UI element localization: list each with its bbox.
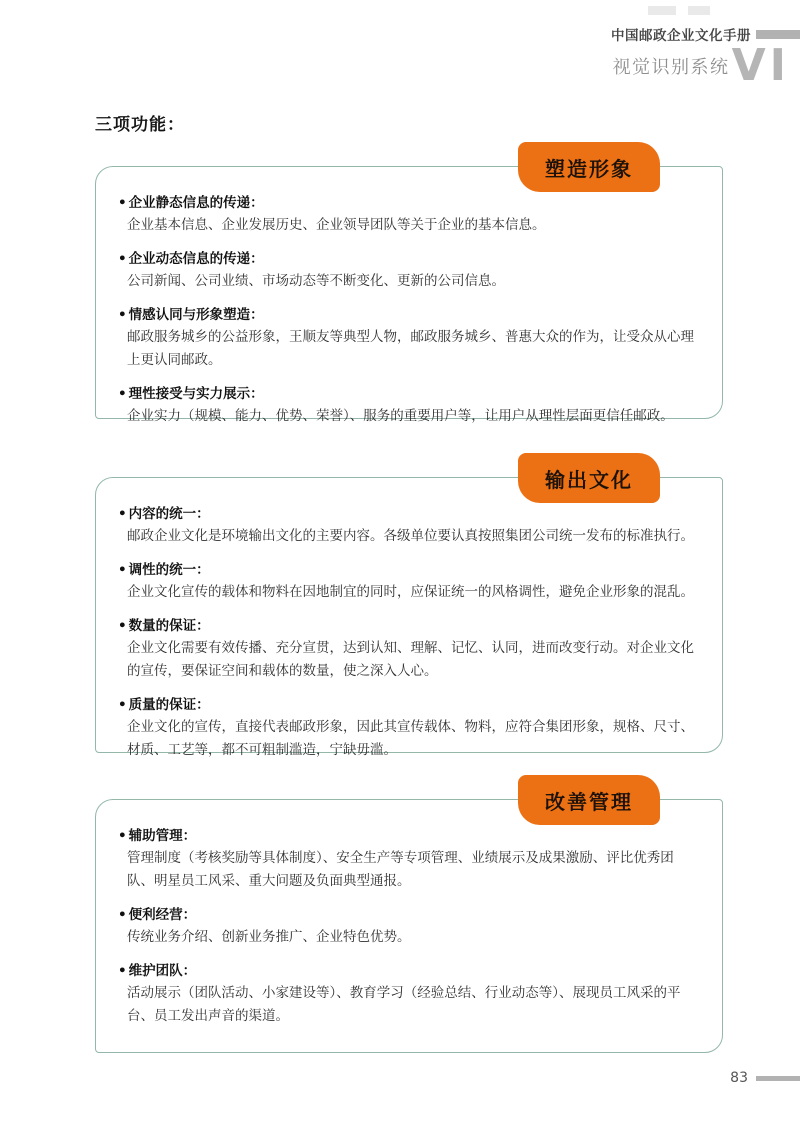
item-title [118,904,698,926]
item-title-text: 数量的保证： [128,618,210,634]
bullet-icon: • [118,562,127,578]
vi-mark: VI [731,40,790,91]
item-title-text: 质量的保证： [128,697,210,713]
page-title: 三项功能： [95,115,185,135]
item-body: 企业文化的宣传，直接代表邮政形象，因此其宣传载体、物料，应符合集团形象，规格、尺寸、材质、工艺等，都不可粗制滥造，宁缺毋滥。 [127,719,694,758]
list-item [118,825,698,893]
manual-title: 中国邮政企业文化手册 [611,28,751,44]
item-body: 企业文化宣传的载体和物料在因地制宜的同时，应保证统一的风格调性，避免企业形象的混乱。 [127,584,694,600]
item-body: 企业实力（规模、能力、优势、荣誉）、服务的重要用户等，让用户从理性层面更信任邮政。 [127,408,674,424]
item-title-text: 辅助管理： [128,828,197,844]
item-title-text: 便利经营： [128,907,197,923]
item-body: 公司新闻、公司业绩、市场动态等不断变化、更新的公司信息。 [127,273,505,289]
item-title-text: 情感认同与形象塑造： [128,307,264,323]
list-item [118,503,698,548]
item-title-text: 企业动态信息的传递： [128,251,264,267]
list-item [118,383,698,428]
bullet-icon: • [118,506,127,522]
section-output-culture [95,467,723,758]
print-artifact [648,6,676,15]
bullet-icon: • [118,307,127,323]
item-title [118,192,698,214]
vi-system-label: 视觉识别系统 [612,57,730,78]
item-title-text: 调性的统一： [128,562,210,578]
list-item [118,615,698,683]
section-improve-management [95,789,723,1053]
bullet-icon: • [118,195,127,211]
item-body: 企业基本信息、企业发展历史、企业领导团队等关于企业的基本信息。 [127,217,546,233]
header-subtitle-row [611,40,800,91]
item-title-text: 理性接受与实力展示： [128,386,264,402]
bullet-icon: • [118,697,127,713]
bullet-icon: • [118,828,127,844]
page-number: 83 [730,1070,748,1086]
print-artifact [688,6,710,15]
section-items [96,478,722,762]
item-title [118,383,698,405]
item-title [118,615,698,637]
section-badge: 塑造形象 [518,142,660,192]
bullet-icon: • [118,618,127,634]
section-shape-image [95,156,723,424]
item-title-text: 内容的统一： [128,506,210,522]
footer-bar [756,1076,800,1081]
list-item [118,559,698,604]
item-title [118,248,698,270]
item-body: 活动展示（团队活动、小家建设等）、教育学习（经验总结、行业动态等）、展现员工风采的平台、员工发出声音的渠道。 [127,985,681,1024]
bullet-icon: • [118,907,127,923]
item-title [118,825,698,847]
item-title-text: 企业静态信息的传递： [128,195,264,211]
item-title-text: 维护团队： [128,963,197,979]
page-header [611,24,800,91]
bullet-icon: • [118,963,127,979]
list-item [118,904,698,949]
list-item [118,304,698,372]
item-title [118,503,698,525]
bullet-icon: • [118,386,127,402]
item-body: 邮政企业文化是环境输出文化的主要内容。各级单位要认真按照集团公司统一发布的标准执行。 [127,528,694,544]
section-badge: 输出文化 [518,453,660,503]
item-body: 邮政服务城乡的公益形象，王顺友等典型人物，邮政服务城乡、普惠大众的作为，让受众从心理上更认同邮政。 [127,329,694,368]
list-item [118,192,698,237]
item-title [118,960,698,982]
bullet-icon: • [118,251,127,267]
list-item [118,248,698,293]
section-items [96,167,722,428]
list-item [118,694,698,762]
item-body: 传统业务介绍、创新业务推广、企业特色优势。 [127,929,411,945]
item-title [118,304,698,326]
header-bar [756,30,800,39]
section-items [96,800,722,1028]
item-title [118,694,698,716]
section-badge: 改善管理 [518,775,660,825]
list-item [118,960,698,1028]
item-title [118,559,698,581]
page-footer [730,1070,800,1086]
item-body: 管理制度（考核奖励等具体制度）、安全生产等专项管理、业绩展示及成果激励、评比优秀团队、明星员工风采、重大问题及负面典型通报。 [127,850,674,889]
item-body: 企业文化需要有效传播、充分宣贯，达到认知、理解、记忆、认同，进而改变行动。对企业文化的宣传，要保证空间和载体的数量，使之深入人心。 [127,640,694,679]
